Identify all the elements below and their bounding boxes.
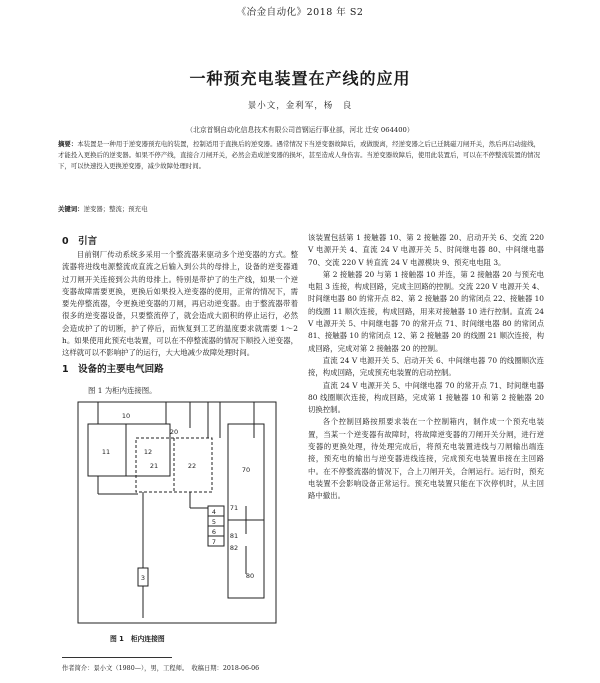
label-22: 22 bbox=[187, 462, 197, 470]
right-paragraph-2: 第 2 接触器 20 与第 1 接触器 10 并连，第 2 接触器 20 与预充电电阻 3 连接，构成回路，完成主回路的控制。交流 220 V 电源开关 4、时间继电器 80 的常开点 82、第 2 接触器 20 的常闭点 22、接触器 10 的线圈 11 顺次连接，构成回路，用来对接触器 10 进行控制。直流 24 V 电源开关 5、中间继电器 70 的常开点 71、时间继电器 80 的常闭点 81、接触器 10 的常闭点 12、第 2 接触器 20 的线圈 21 顺次连接，构成回路，完成对第 2 接触器 20 的控制。 bbox=[308, 269, 544, 353]
label-6: 6 bbox=[211, 528, 217, 536]
label-4: 4 bbox=[211, 508, 217, 516]
right-paragraph-4: 直流 24 V 电源开关 5、中间继电器 70 的常开点 71、时间继电器 80 线圈顺次连接，构成回路，完成第 1 接触器 10 和第 2 接触器 20 切换控制。 bbox=[308, 380, 544, 415]
label-71: 71 bbox=[229, 504, 239, 512]
right-paragraph-5: 各个控制回路按照要求装在一个控制箱内，制作成一个预充电装置，当某一个逆变器有故障时，将故障逆变器的刀闸开关分闸，进行逆变器的更换处理，待处理完成后，将预充电装置进线与刀闸输出端连接，预充电的输出与逆变器进线连接，完成预充电装置串接在主回路中。在不停整流器的情况下，合上刀闸开关，合闸运行。运行时，预充电装置不会影响设备正常运行。预充电装置只能在下次停机时，从主回路中撤出。 bbox=[308, 417, 544, 501]
right-paragraph-1: 该装置包括第 1 接触器 10、第 2 接触器 20、启动开关 6、交流 220 V 电源开关 4、直流 24 V 电源开关 5、时间继电器 80、中间继电器 70、交流 220 V 转直流 24 V 电源模块 9、预充电电阻 3。 bbox=[308, 233, 544, 267]
label-81: 81 bbox=[229, 532, 239, 540]
section0-heading: 0 引言 bbox=[62, 236, 98, 247]
affiliation: （北京首钢自动化信息技术有限公司首钢运行事业部，河北 迁安 064400） bbox=[186, 126, 414, 134]
label-10: 10 bbox=[121, 412, 131, 420]
label-5: 5 bbox=[211, 518, 217, 526]
label-12: 12 bbox=[143, 448, 153, 456]
keywords-text: 逆变器；整流；预充电 bbox=[83, 205, 148, 213]
label-3: 3 bbox=[140, 574, 146, 582]
keywords bbox=[58, 204, 540, 214]
label-7: 7 bbox=[211, 538, 217, 546]
abstract-label: 摘要： bbox=[58, 140, 78, 148]
figure-circuit-diagram bbox=[68, 398, 296, 630]
label-11: 11 bbox=[101, 448, 111, 456]
label-80: 80 bbox=[245, 572, 255, 580]
right-column bbox=[308, 232, 544, 503]
right-paragraph-3: 直流 24 V 电源开关 5、启动开关 6、中间继电器 70 的线圈顺次连接，构成回路，完成预充电装置的启动控制。 bbox=[308, 355, 544, 378]
authors: 景小文，金利军，杨 良 bbox=[247, 101, 353, 111]
abstract-text: 本装置是一种用于逆变器预充电的装置，控制适用于直换后的逆变器。遇常情况下当逆变器故障后，或做脱离，经逆变器之后已迁跳磁刀闸开关，然后再启动接线，才能投入更换后的逆变器。如果不停产线，直接合刀闸开关，必然会造成逆变器的损坏，甚至造成人身伤害。当逆变器故障后，使用此装置后，可以在不停整流装置的情况下，可以快速投入更换逆变器，减少故障处理时间。 bbox=[58, 140, 541, 170]
section1-heading: 1 设备的主要电气回路 bbox=[62, 364, 164, 375]
label-70: 70 bbox=[241, 466, 251, 474]
label-82: 82 bbox=[229, 544, 239, 552]
keywords-label: 关键词： bbox=[58, 205, 84, 213]
abstract bbox=[58, 139, 540, 171]
footnote-rule bbox=[62, 657, 172, 658]
paper-title: 一种预充电装置在产线的应用 bbox=[189, 69, 411, 88]
section1-text: 图 1 为柜内连接图。 bbox=[88, 386, 157, 395]
footnote: 作者简介：景小文（1980—），男，工程师。 收稿日期：2018-06-06 bbox=[62, 665, 260, 672]
label-20: 20 bbox=[169, 428, 179, 436]
intro-text bbox=[62, 249, 298, 360]
label-21: 21 bbox=[149, 462, 159, 470]
figure-caption: 图 1 柜内连接图 bbox=[110, 635, 165, 643]
journal-header: 《冶金自动化》2018 年 S2 bbox=[236, 7, 364, 18]
intro-paragraph: 目前钢厂传动系统多采用一个整流器来驱动多个逆变器的方式。整流器将进线电源整流成直流之后输入到公共的母排上，设备的逆变器通过刀闸开关连接到公共的母排上。特别是带护了的生产线，如果一个逆变器故障需要更换，更换后如果投入逆变器的使用，正常的情况下，需要先停整流器，令更换逆变器的刀闸，再启动逆变器。由于整流器带着很多的逆变器设备，只要整流停了，就会造成大面积的停止运行，必然会造成护了的切断，护了停后，而恢复到工艺的温度要求就需要 1～2 h。如果使用此预充电装置，可以在不停整流器的情况下顺投入逆变器，这样就可以不影响护了的运行，大大地减少故障处理时间。 bbox=[62, 250, 298, 358]
